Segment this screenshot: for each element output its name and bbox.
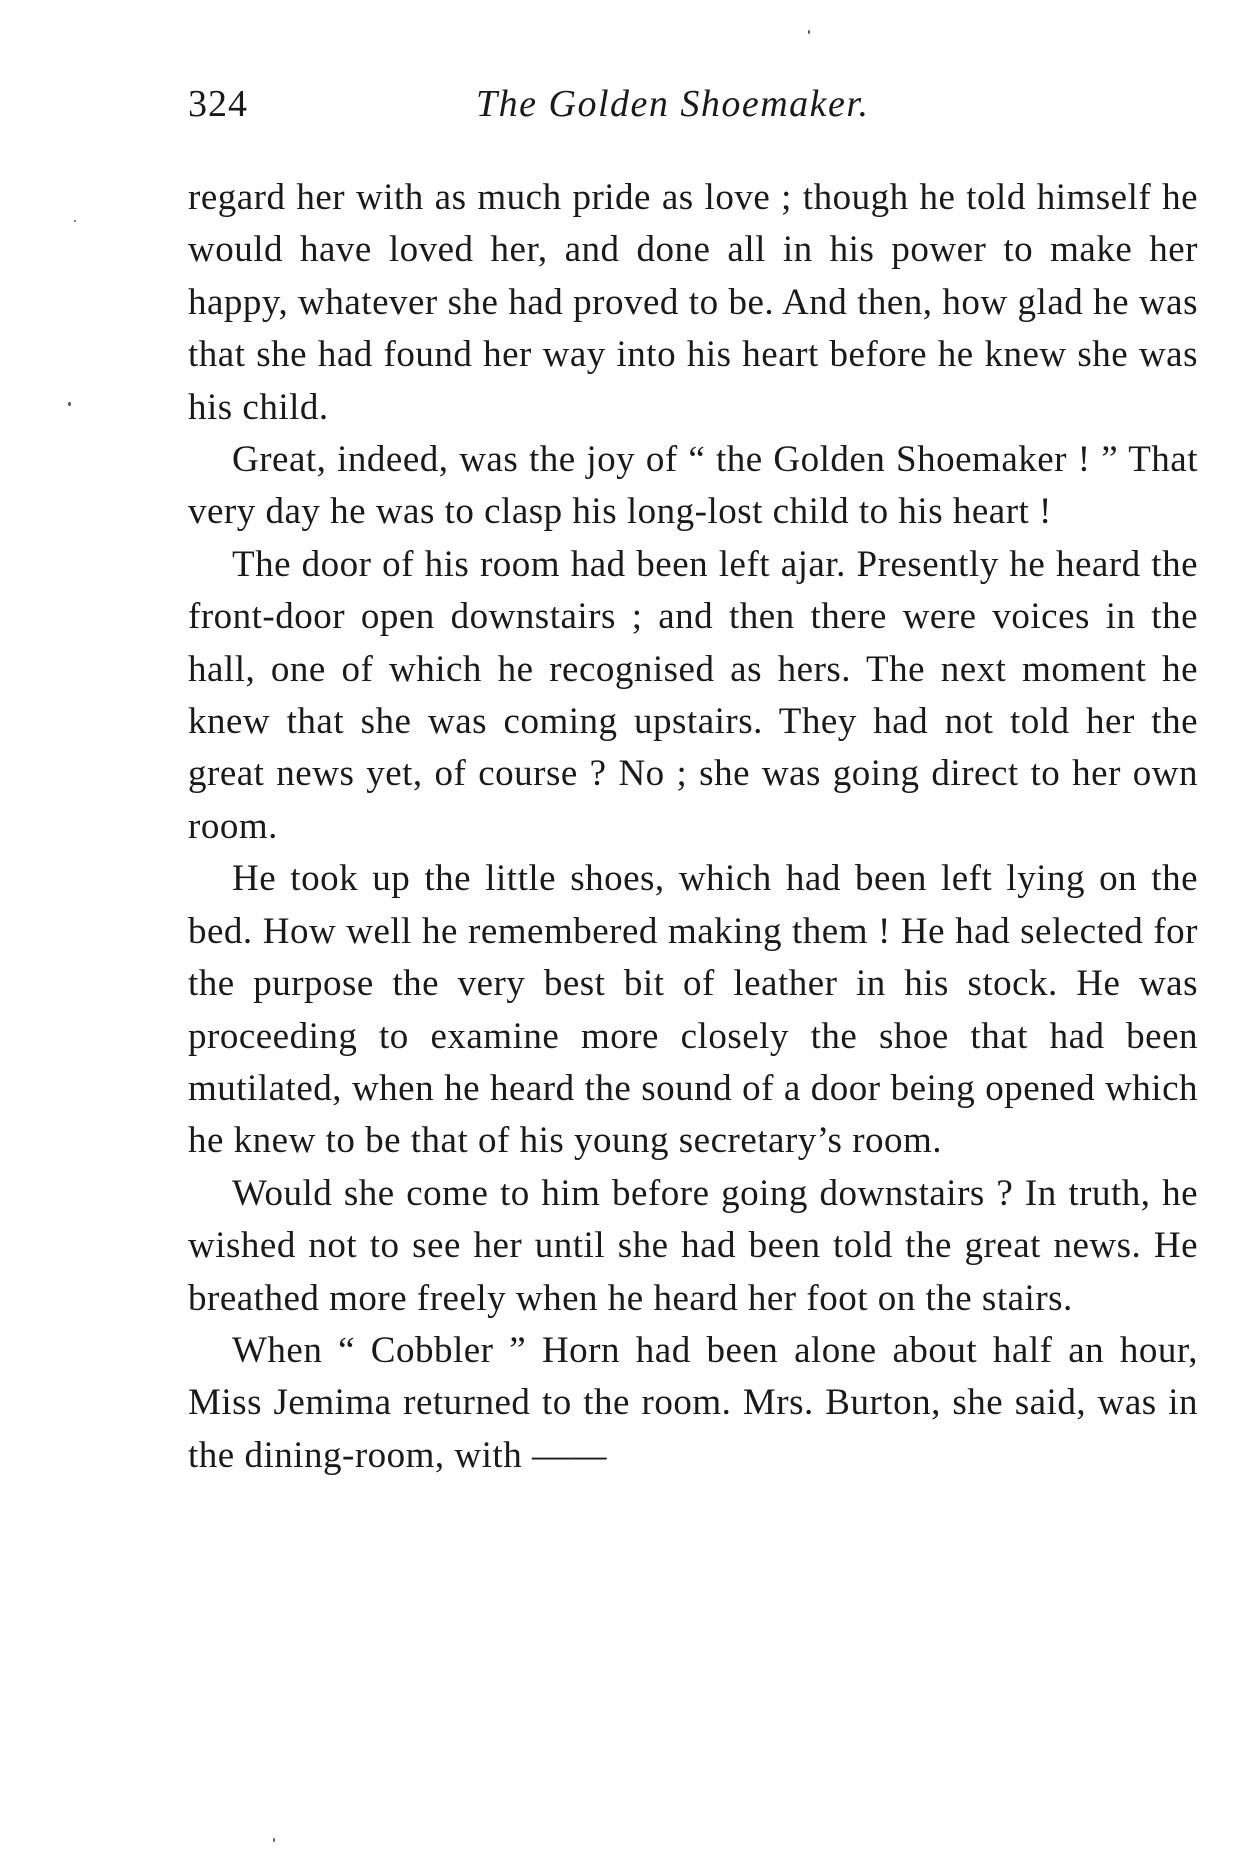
paragraph-downstairs: Would she come to him before going downstairs ? In truth, he wished not to see her until she had been told the great news. He breathed more freely when he heard her foot on the stairs.: [188, 1172, 1198, 1319]
scan-speck: [74, 220, 76, 222]
paragraph-joy: Great, indeed, was the joy of “ the Golden Shoemaker ! ” That very day he was to clasp his long-lost child to his heart !: [188, 439, 1198, 533]
scan-speck: [273, 1838, 275, 1842]
paragraph-miss-jemima: When “ Cobbler ” Horn had been alone about half an hour, Miss Jemima returned to the room. Mrs. Burton, she said, was in the dining-room, with ——: [188, 1329, 1198, 1476]
scan-speck: [68, 402, 71, 406]
paragraph-little-shoes: He took up the little shoes, which had been left lying on the bed. How well he remembered making them ! He had selected for the purpose the very best bit of leather in his stock. He was proceeding to examine more closely the shoe that had been mutilated, when he heard the sound of a door being opened which he knew to be that of his young secretary’s room.: [188, 858, 1198, 1162]
running-head: [188, 82, 1198, 142]
body-text: [188, 172, 1198, 1482]
running-title: The Golden Shoemaker.: [476, 83, 870, 125]
paragraph-continued: regard her with as much pride as love ; though he told himself he would have loved her, and done all in his power to make her happy, whatever she had proved to be. And then, how glad he was that she had found her way into his heart before he knew she was his child.: [188, 177, 1198, 428]
scan-speck: [808, 30, 810, 34]
paragraph-door-ajar: The door of his room had been left ajar. Presently he heard the front-door open downstairs ; and then there were voices in the hall, one of which he recognised as hers. The next moment he knew that she was coming upstairs. They had not told her the great news yet, of course ? No ; she was going direct to her own room.: [188, 543, 1198, 847]
page-number: 324: [188, 83, 248, 125]
